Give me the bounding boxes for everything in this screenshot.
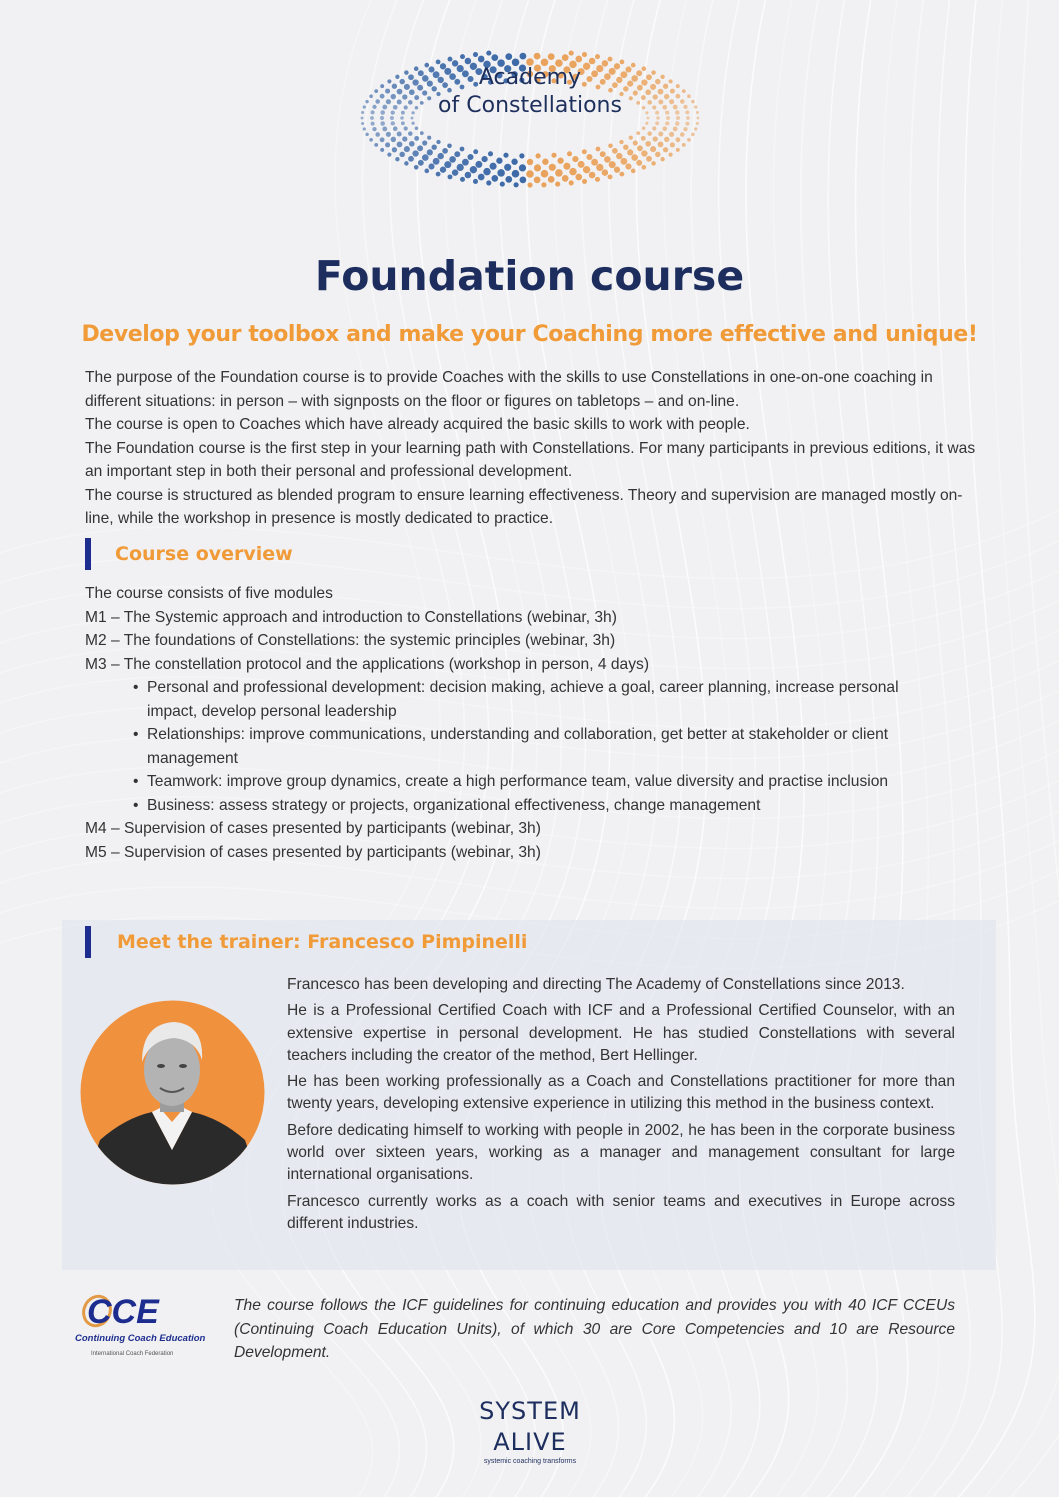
- course-overview: [85, 582, 985, 864]
- intro-paragraph: The course is open to Coaches which have already acquired the basic skills to work with people.: [85, 416, 750, 433]
- page-subtitle: Develop your toolbox and make your Coaching more effective and unique!: [81, 322, 978, 347]
- cce-logo: [75, 1290, 215, 1360]
- module-m3: M3 – The constellation protocol and the applications (workshop in person, 4 days): [85, 655, 650, 673]
- system-alive-logo: [468, 1396, 592, 1466]
- trainer-bio: [287, 974, 955, 1239]
- section-title: Course overview: [115, 543, 293, 565]
- trainer-heading: [85, 926, 527, 958]
- course-overview-heading: [85, 538, 293, 570]
- bio-paragraph: Francesco currently works as a coach with senior teams and executives in Europe across different industries.: [287, 1192, 955, 1232]
- page-title: Foundation course: [314, 252, 745, 300]
- module-m4: M4 – Supervision of cases presented by participants (webinar, 3h): [85, 820, 541, 837]
- list-item: • Teamwork: improve group dynamics, create a high performance team, value diversity and practise inclusion: [133, 770, 947, 794]
- logo-line-1: Academy: [478, 65, 582, 90]
- system-alive-line-1: SYSTEM: [479, 1397, 581, 1425]
- bio-paragraph: He is a Professional Certified Coach with ICF and a Professional Certified Counselor, with an extensive expertise in personal development. He has studied Constellations with several teachers including the creator of the method, Bert Hellinger.: [287, 1002, 955, 1064]
- intro-paragraph: The purpose of the Foundation course is to provide Coaches with the skills to use Constellations in one-on-one coaching in different situations: in person – with signposts on the floor or figures on tabletops – and on-line.: [85, 369, 933, 410]
- cce-logo-sub: Continuing Coach Education: [75, 1333, 206, 1344]
- m3-bullet-list: [85, 676, 985, 817]
- cce-logo-org: International Coach Federation: [91, 1351, 174, 1357]
- system-alive-line-2: ALIVE: [493, 1428, 567, 1456]
- list-item: • Personal and professional development: decision making, achieve a goal, career planning, increase personal impact, develop personal leadership: [133, 676, 947, 723]
- section-bar: [85, 926, 91, 958]
- intro-paragraph: The Foundation course is the first step in your learning path with Constellations. For many participants in previous editions, it was an important step in both their personal and professional development.: [85, 439, 976, 480]
- logo-line-2: of Constellations: [438, 93, 622, 118]
- module-m1: M1 – The Systemic approach and introduction to Constellations (webinar, 3h): [85, 608, 617, 626]
- section-bar: [85, 538, 91, 570]
- list-item: • Business: assess strategy or projects, organizational effectiveness, change management: [133, 794, 947, 818]
- section-title: Meet the trainer: Francesco Pimpinelli: [117, 931, 528, 953]
- overview-intro: The course consists of five modules: [85, 585, 333, 602]
- bio-paragraph: Francesco has been developing and directing The Academy of Constellations since 2013.: [287, 976, 905, 993]
- intro-text: [85, 366, 985, 531]
- bio-paragraph: He has been working professionally as a Coach and Constellations practitioner for more than twenty years, developing extensive experience in utilizing this method in the business context.: [287, 1073, 955, 1113]
- cce-logo-text: CCE: [87, 1293, 159, 1331]
- intro-paragraph: The course is structured as blended program to ensure learning effectiveness. Theory and supervision are managed mostly on-line, while the workshop in presence is mostly dedicated to practice.: [85, 486, 963, 527]
- list-item: • Relationships: improve communications, understanding and collaboration, get better at stakeholder or client management: [133, 723, 947, 770]
- module-m2: M2 – The foundations of Constellations: the systemic principles (webinar, 3h): [85, 632, 616, 649]
- trainer-portrait: [80, 1000, 265, 1185]
- bio-paragraph: Before dedicating himself to working with people in 2002, he has been in the corporate business world over sixteen years, working as a manager and management consultant for large international organisations.: [287, 1121, 955, 1184]
- module-m5: M5 – Supervision of cases presented by participants (webinar, 3h): [85, 843, 541, 861]
- cce-note: The course follows the ICF guidelines for continuing education and provides you with 40 ICF CCEUs (Continuing Coach Education Units), of which 30 are Core Competencies and 10 are Resource Development.: [234, 1297, 955, 1361]
- system-alive-tagline: systemic coaching transforms: [483, 1458, 577, 1465]
- academy-logo: [345, 48, 715, 198]
